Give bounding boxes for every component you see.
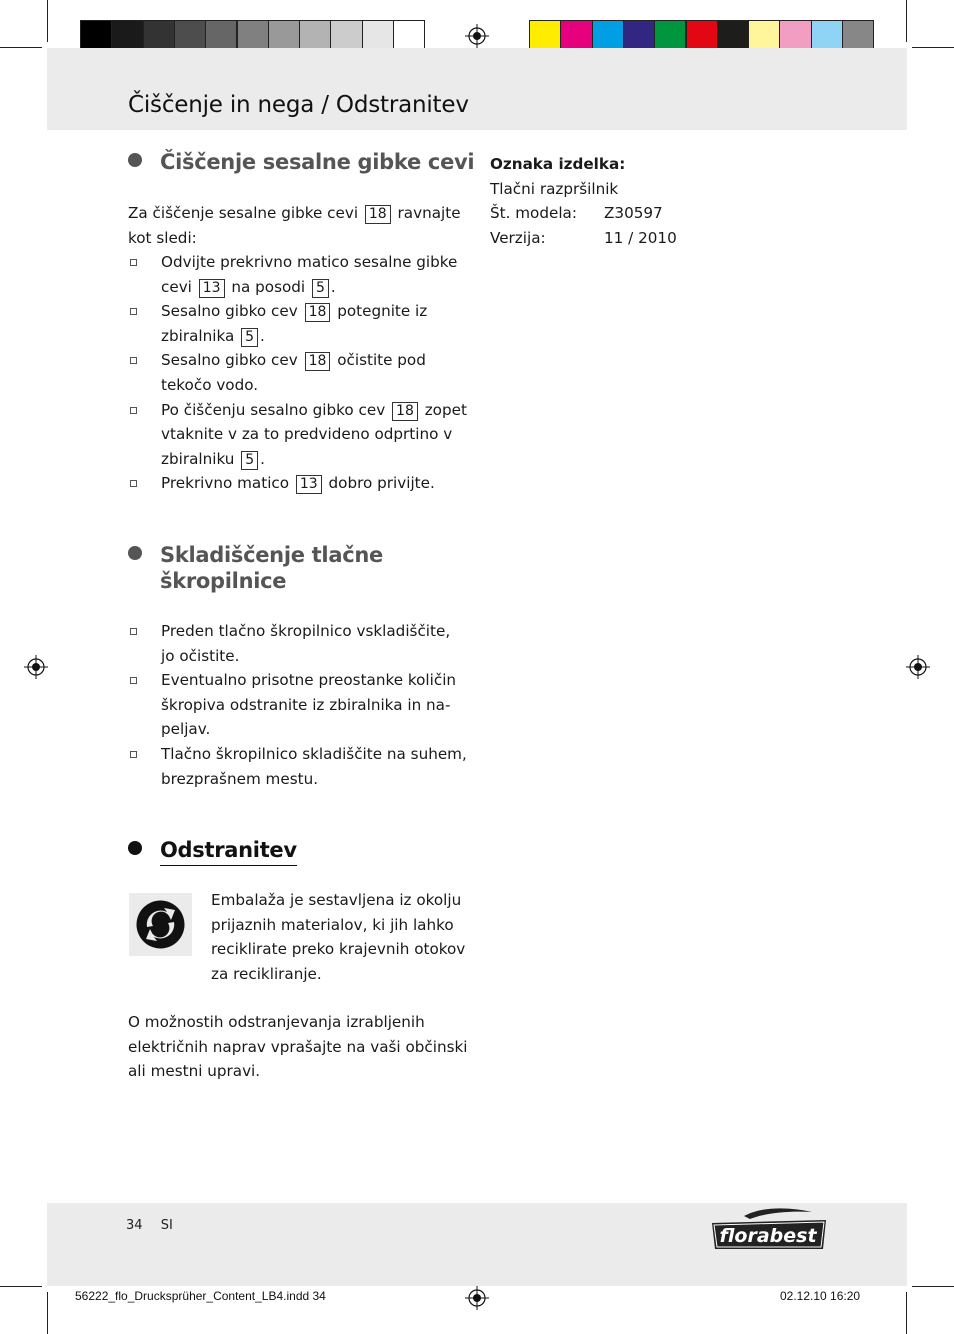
crop-mark <box>0 1286 42 1287</box>
crop-mark <box>906 0 907 42</box>
crop-mark <box>912 1286 954 1287</box>
color-swatch <box>80 20 112 51</box>
color-swatch <box>268 20 300 51</box>
product-info <box>490 152 677 250</box>
part-reference: 13 <box>296 475 322 494</box>
registration-mark-icon <box>906 655 930 679</box>
crop-mark <box>47 0 48 42</box>
step-text: . <box>330 277 336 296</box>
color-swatch <box>393 20 425 51</box>
color-swatch <box>529 20 561 51</box>
model-value: Z30597 <box>604 204 663 223</box>
storage-list <box>128 619 468 791</box>
step-text: dobro privijte. <box>328 474 435 493</box>
recycle-logo-box <box>129 893 192 956</box>
color-swatch <box>205 20 237 51</box>
part-reference: 5 <box>312 279 329 298</box>
version-label: Verzija: <box>490 228 546 247</box>
color-swatch <box>842 20 874 51</box>
slug-filename: 56222_flo_Drucksprüher_Content_LB4.indd 34 <box>75 1289 326 1303</box>
checkbox-bullet-icon <box>130 628 137 635</box>
disposal-paragraph: O možnostih odstranjevanja izrabljenih električnih naprav vprašajte na vaši občinski ali mestni upravi. <box>128 1013 468 1081</box>
registration-mark-icon <box>465 1286 489 1310</box>
step-text: . <box>260 326 265 345</box>
color-swatch <box>560 20 592 51</box>
heading-line: škropilnice <box>160 569 287 593</box>
cleaning-intro <box>128 201 468 250</box>
checkbox-bullet-icon <box>130 480 137 487</box>
cleaning-steps-list <box>128 250 468 496</box>
color-swatch <box>362 20 394 51</box>
version-value: 11 / 2010 <box>604 228 677 247</box>
checkbox-bullet-icon <box>130 259 137 266</box>
crop-mark <box>912 47 954 48</box>
page-number-language <box>126 1218 173 1233</box>
bullet-icon <box>128 841 142 855</box>
color-swatch <box>111 20 143 51</box>
page-title: Čiščenje in nega / Odstranitev <box>128 92 469 118</box>
step-text: Po čiščenju sesalno gibko cev <box>161 400 386 419</box>
registration-mark-icon <box>465 24 489 48</box>
bullet-icon <box>128 153 142 167</box>
list-item <box>128 250 468 299</box>
heading-text <box>160 542 383 594</box>
checkbox-bullet-icon <box>130 751 137 758</box>
list-item <box>128 668 468 742</box>
part-reference: 18 <box>305 303 331 322</box>
product-info-label: Oznaka izdelka: <box>490 155 626 173</box>
page-number: 34 <box>126 1218 143 1233</box>
color-swatch <box>779 20 811 51</box>
list-item <box>128 742 468 791</box>
section-heading-storage <box>128 542 383 594</box>
part-reference: 18 <box>305 352 331 371</box>
step-text: očistite pod tekočo vodo. <box>161 351 426 394</box>
version-row <box>490 226 677 251</box>
intro-text: Za čiščenje sesalne gibke cevi <box>128 204 359 222</box>
step-text: Sesalno gibko cev <box>161 302 298 321</box>
list-item <box>128 619 468 668</box>
color-swatch <box>330 20 362 51</box>
checkbox-bullet-icon <box>130 407 137 414</box>
florabest-logo <box>710 1206 828 1252</box>
section-heading-disposal <box>128 837 297 866</box>
intro-text: ravnajte kot sledi: <box>128 204 461 247</box>
color-swatch <box>237 20 269 51</box>
step-text: na posodi <box>231 277 306 296</box>
color-swatch <box>174 20 206 51</box>
color-swatch <box>748 20 780 51</box>
list-item <box>128 348 468 397</box>
list-item <box>128 299 468 348</box>
list-item <box>128 471 468 496</box>
checkbox-bullet-icon <box>130 357 137 364</box>
checkbox-bullet-icon <box>130 677 137 684</box>
step-text: potegnite iz zbiralnika <box>161 302 428 345</box>
part-reference: 5 <box>241 451 258 470</box>
step-text: Prekrivno matico <box>161 474 290 493</box>
part-reference: 18 <box>392 402 418 421</box>
step-text: Odvijte prekrivno matico sesalne gibke cevi <box>161 253 458 296</box>
part-reference: 18 <box>365 205 391 224</box>
step-text: zopet vtaknite v za to predvideno odprtino v zbiralniku <box>161 400 467 468</box>
crop-mark <box>47 1292 48 1334</box>
model-label: Št. modela: <box>490 204 577 223</box>
color-swatch <box>717 20 749 51</box>
item-text: Tlačno škropilnico skladiščite na suhem, brezprašnem mestu. <box>161 744 467 788</box>
color-swatch <box>623 20 655 51</box>
crop-mark <box>0 47 42 48</box>
green-dot-recycling-icon <box>129 893 192 956</box>
section-heading-cleaning <box>128 149 474 175</box>
slug-datetime: 02.12.10 16:20 <box>780 1289 861 1303</box>
color-swatch <box>811 20 843 51</box>
heading-text: Čiščenje sesalne gibke cevi <box>160 150 475 174</box>
part-reference: 13 <box>199 279 225 298</box>
list-item <box>128 398 468 472</box>
florabest-wordmark: florabest <box>719 1225 817 1247</box>
florabest-logo-icon <box>710 1206 828 1252</box>
step-text: . <box>260 449 265 468</box>
bullet-icon <box>128 546 142 560</box>
registration-mark-icon <box>24 655 48 679</box>
recycle-text: Embalaža je sestavljena iz okolju prijaznih materialov, ki jih lahko reciklirate preko krajevnih otokov za recikliranje. <box>211 891 466 983</box>
color-swatch <box>654 20 686 51</box>
language-code: SI <box>160 1218 173 1233</box>
checkbox-bullet-icon <box>130 308 137 315</box>
item-text: Eventualno prisotne preostanke količin škropiva odstranite iz zbiralnika in na-peljav. <box>161 671 457 739</box>
color-swatch <box>299 20 331 51</box>
model-row <box>490 201 677 226</box>
product-name: Tlačni razpršilnik <box>490 179 619 198</box>
crop-mark <box>906 1292 907 1334</box>
step-text: Sesalno gibko cev <box>161 351 298 370</box>
part-reference: 5 <box>241 328 258 347</box>
heading-text: Odstranitev <box>160 837 297 866</box>
heading-line: Skladiščenje tlačne <box>160 543 383 567</box>
color-swatch <box>143 20 175 51</box>
item-text: Preden tlačno škropilnico vskladiščite, jo očistite. <box>161 622 451 665</box>
color-swatch <box>592 20 624 51</box>
color-swatch <box>686 20 718 51</box>
